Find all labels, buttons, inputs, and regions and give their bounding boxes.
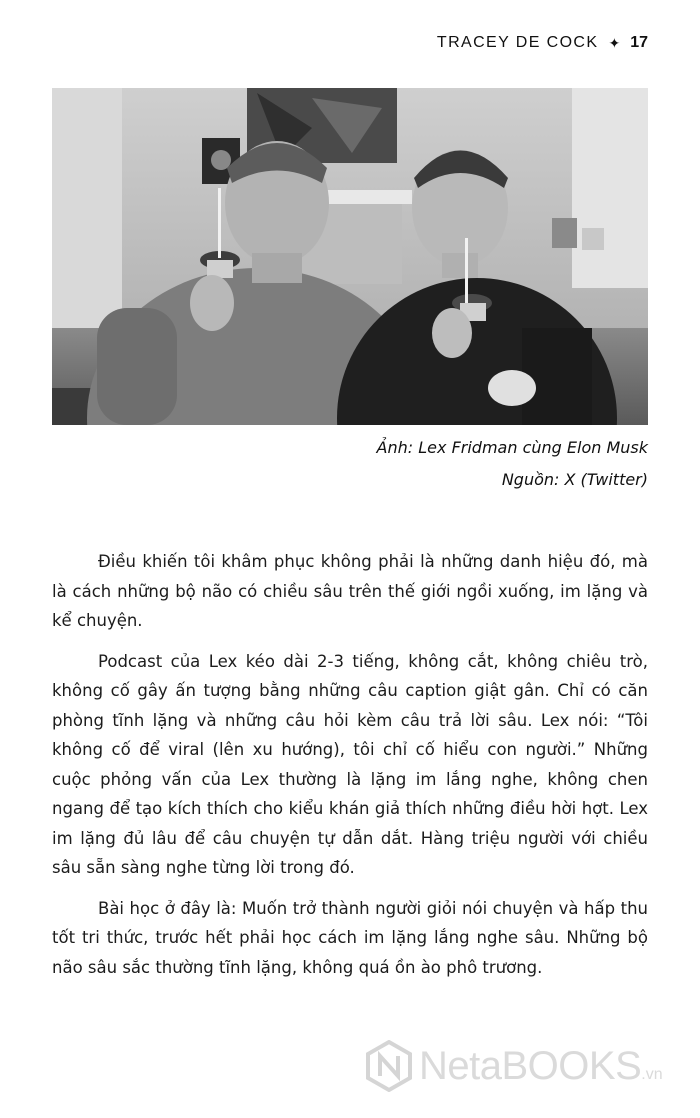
photo bbox=[52, 88, 648, 425]
separator-star-icon: ✦ bbox=[608, 34, 621, 51]
running-header bbox=[437, 34, 648, 52]
photo-source: Nguồn: X (Twitter) bbox=[501, 470, 648, 489]
author-name: TRACEY DE COCK bbox=[436, 34, 599, 51]
watermark bbox=[365, 1040, 663, 1092]
photo-illustration bbox=[52, 88, 648, 425]
paragraph: Podcast của Lex kéo dài 2-3 tiếng, không cắt, không chiêu trò, không cố gây ấn tượng bằng những câu caption giật gân. Chỉ có căn phòng tĩnh lặng và những câu hỏi kèm câu trả lời sâu. Lex nói: “Tôi không cố để viral (lên xu hướng), tôi chỉ cố hiểu con người.” Những cuộc phỏng vấn của Lex thường là lặng im lắng nghe, không chen ngang để tạo kích thích cho kiểu khán giả thích những điều hời hợt. Lex im lặng đủ lâu để câu chuyện tự dẫn dắt. Hàng triệu người với chiều sâu sẵn sàng nghe từng lời trong đó. bbox=[52, 651, 648, 877]
paragraph: Bài học ở đây là: Muốn trở thành người giỏi nói chuyện và hấp thu tốt tri thức, trước hết phải học cách im lặng lắng nghe sâu. Những bộ não sâu sắc thường tĩnh lặng, không quá ồn ào phô trương. bbox=[52, 898, 648, 977]
watermark-domain: .vn bbox=[641, 1065, 663, 1083]
body-text bbox=[52, 547, 648, 993]
watermark-brand: NetaBOOKS bbox=[419, 1043, 642, 1088]
page-number: 17 bbox=[630, 34, 648, 51]
watermark-text bbox=[419, 1044, 663, 1089]
netabooks-logo-icon bbox=[365, 1040, 413, 1092]
paragraph: Điều khiến tôi khâm phục không phải là những danh hiệu đó, mà là cách những bộ não có chiều sâu trên thế giới ngồi xuống, im lặng và kể chuyện. bbox=[52, 552, 648, 630]
photo-caption: Ảnh: Lex Fridman cùng Elon Musk bbox=[376, 438, 648, 457]
